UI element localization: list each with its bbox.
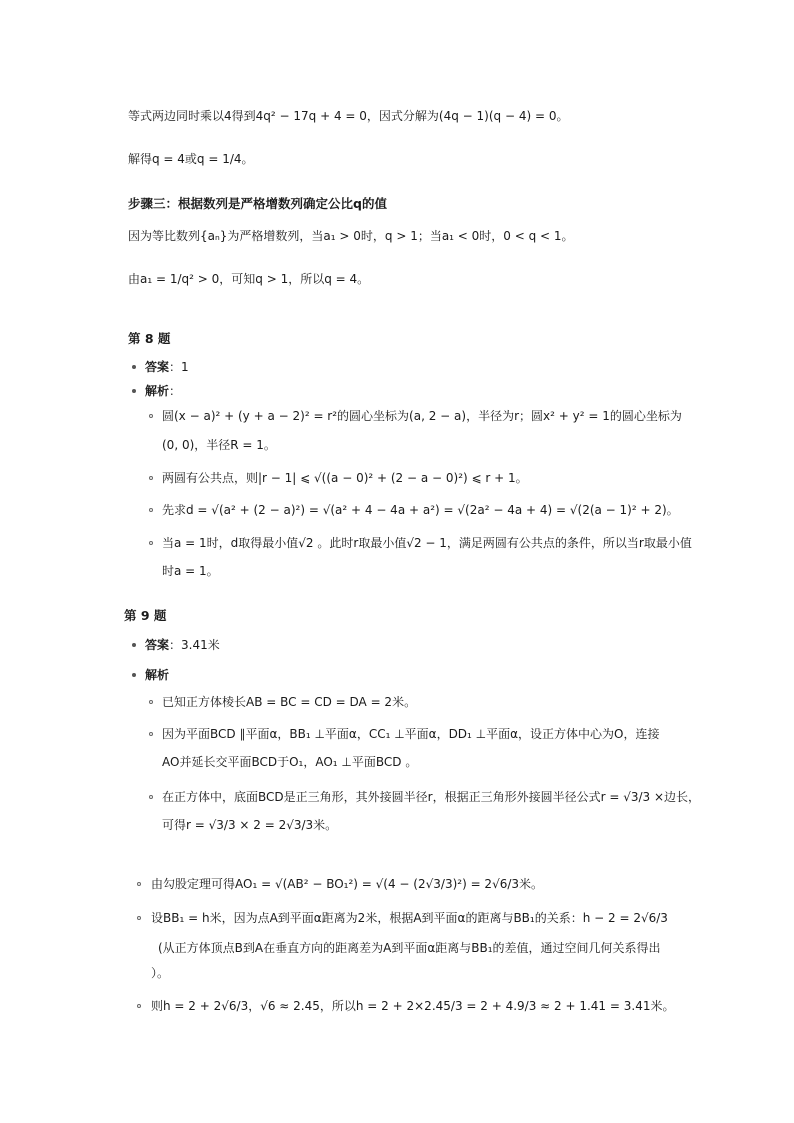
sub-bullet-icon [149, 508, 153, 512]
sub-bullet-icon [149, 700, 153, 704]
step-conclusion: 由a₁ = 1/q² > 0，可知q > 1，所以q = 4。 [128, 272, 370, 286]
answer-row [145, 637, 220, 653]
list-item-cont: (从正方体顶点B到A在垂直方向的距离差为A到平面α距离与BB₁的差值，通过空间几何关系得出 [158, 941, 661, 955]
list-item: 已知正方体棱长AB = BC = CD = DA = 2米。 [162, 695, 417, 709]
sub-bullet-icon [149, 476, 153, 480]
solution-line: 解得q = 4或q = 1/4。 [128, 152, 254, 166]
sub-bullet-icon [149, 414, 153, 418]
list-item-cont: (0, 0)，半径R = 1。 [162, 438, 276, 452]
question-8-title: 第 8 题 [128, 331, 171, 346]
answer-row [145, 359, 189, 375]
sub-bullet-icon [137, 1004, 141, 1008]
sub-bullet-icon [137, 916, 141, 920]
step-text: 因为等比数列{aₙ}为严格增数列，当a₁ > 0时，q > 1；当a₁ < 0时，0 < q < 1。 [128, 229, 574, 243]
list-item-cont: AO并延长交平面BCD于O₁，AO₁ ⊥平面BCD 。 [162, 755, 418, 769]
sub-bullet-icon [137, 882, 141, 886]
list-item-cont: 时a = 1。 [162, 564, 219, 578]
list-item: 因为平面BCD ∥平面α，BB₁ ⊥平面α，CC₁ ⊥平面α，DD₁ ⊥平面α，设正方体中心为O，连接 [162, 727, 660, 741]
answer-value: ：1 [169, 360, 189, 374]
sub-bullet-icon [149, 541, 153, 545]
answer-label: 答案 [145, 360, 170, 374]
list-item: 先求d = √(a² + (2 − a)²) = √(a² + 4 − 4a + a²) = √(2a² − 4a + 4) = √(2(a − 1)² + 2)。 [162, 503, 679, 517]
list-item-cont: 可得r = √3/3 × 2 = 2√3/3米。 [162, 818, 338, 832]
bullet-icon [132, 673, 136, 677]
step-heading: 步骤三：根据数列是严格增数列确定公比q的值 [128, 196, 387, 211]
bullet-icon [132, 643, 136, 647]
list-item: 当a = 1时，d取得最小值√2 。此时r取最小值√2 − 1，满足两圆有公共点的条件，所以当r取最小值 [162, 536, 692, 550]
answer-value: ：3.41米 [169, 638, 220, 652]
bullet-icon [132, 365, 136, 369]
question-9-title: 第 9 题 [124, 608, 167, 623]
sub-bullet-icon [149, 732, 153, 736]
list-item-cont: ）。 [151, 966, 170, 980]
analysis-row [145, 383, 181, 399]
list-item: 圆(x − a)² + (y + a − 2)² = r²的圆心坐标为(a, 2 − a)，半径为r；圆x² + y² = 1的圆心坐标为 [162, 409, 682, 423]
equation-line: 等式两边同时乘以4得到4q² − 17q + 4 = 0，因式分解为(4q − 1)(q − 4) = 0。 [128, 109, 569, 123]
analysis-colon: ： [169, 384, 182, 398]
analysis-label: 解析 [145, 668, 170, 682]
list-item: 在正方体中，底面BCD是正三角形，其外接圆半径r，根据正三角形外接圆半径公式r = √3/3 ×边长， [162, 790, 701, 804]
bullet-icon [132, 389, 136, 393]
list-item: 则h = 2 + 2√6/3，√6 ≈ 2.45，所以h = 2 + 2×2.45/3 = 2 + 4.9/3 ≈ 2 + 1.41 = 3.41米。 [151, 999, 675, 1013]
list-item: 两圆有公共点，则|r − 1| ⩽ √((a − 0)² + (2 − a − 0)²) ⩽ r + 1。 [162, 471, 528, 485]
sub-bullet-icon [149, 795, 153, 799]
answer-label: 答案 [145, 638, 170, 652]
list-item: 设BB₁ = h米，因为点A到平面α距离为2米，根据A到平面α的距离与BB₁的关系：h − 2 = 2√6/3 [151, 911, 668, 925]
list-item: 由勾股定理可得AO₁ = √(AB² − BO₁²) = √(4 − (2√3/3)²) = 2√6/3米。 [151, 877, 544, 891]
analysis-label: 解析 [145, 384, 170, 398]
